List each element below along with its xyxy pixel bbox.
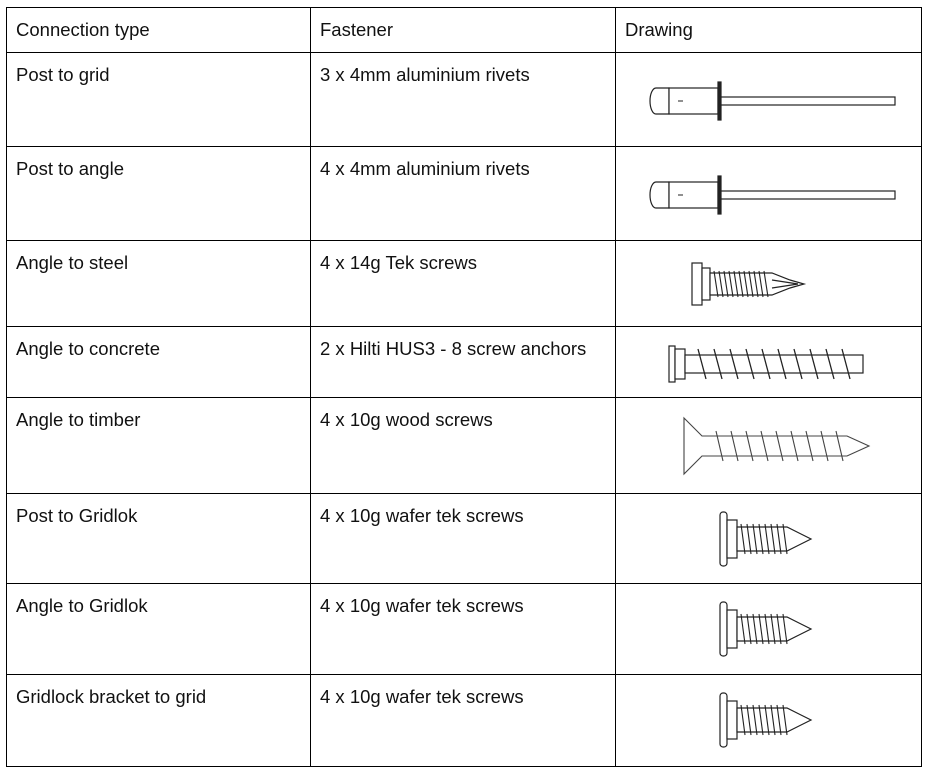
drawing-cell	[616, 327, 922, 398]
wafer-tek-screw-icon	[616, 675, 922, 767]
drawing-cell	[616, 494, 922, 584]
fastener-cell: 4 x 10g wafer tek screws	[311, 584, 616, 675]
connection-cell: Gridlock bracket to grid	[7, 675, 311, 767]
fastener-cell: 4 x 10g wafer tek screws	[311, 675, 616, 767]
connection-cell: Angle to Gridlok	[7, 584, 311, 675]
table-row	[7, 398, 922, 494]
fastener-cell: 4 x 10g wafer tek screws	[311, 494, 616, 584]
drawing-cell	[616, 241, 922, 327]
connection-cell: Post to Gridlok	[7, 494, 311, 584]
connection-cell: Post to angle	[7, 147, 311, 241]
header-drawing: Drawing	[616, 8, 922, 53]
table-row	[7, 241, 922, 327]
connection-cell: Post to grid	[7, 53, 311, 147]
connection-cell: Angle to concrete	[7, 327, 311, 398]
table-row	[7, 147, 922, 241]
wafer-tek-screw-icon	[616, 494, 922, 584]
wood-screw-icon	[616, 398, 922, 494]
tek-screw-icon	[616, 241, 922, 327]
drawing-cell	[616, 147, 922, 241]
fastener-cell: 4 x 4mm aluminium rivets	[311, 147, 616, 241]
drawing-cell	[616, 675, 922, 767]
header-connection-type: Connection type	[7, 8, 311, 53]
header-fastener: Fastener	[311, 8, 616, 53]
screw-anchor-icon	[616, 327, 922, 398]
fastener-cell: 4 x 10g wood screws	[311, 398, 616, 494]
table-header-row	[7, 8, 922, 53]
fastener-cell: 3 x 4mm aluminium rivets	[311, 53, 616, 147]
fastener-table	[6, 7, 922, 767]
table-row	[7, 53, 922, 147]
drawing-cell	[616, 584, 922, 675]
drawing-cell	[616, 398, 922, 494]
table-row	[7, 494, 922, 584]
fastener-cell: 4 x 14g Tek screws	[311, 241, 616, 327]
table-row	[7, 584, 922, 675]
fastener-cell: 2 x Hilti HUS3 - 8 screw anchors	[311, 327, 616, 398]
connection-cell: Angle to timber	[7, 398, 311, 494]
wafer-tek-screw-icon	[616, 584, 922, 675]
rivet-icon	[616, 147, 922, 241]
rivet-icon	[616, 53, 922, 147]
connection-cell: Angle to steel	[7, 241, 311, 327]
table-row	[7, 327, 922, 398]
table-row	[7, 675, 922, 767]
cropped-heading-fragment	[96, 0, 136, 4]
drawing-cell	[616, 53, 922, 147]
